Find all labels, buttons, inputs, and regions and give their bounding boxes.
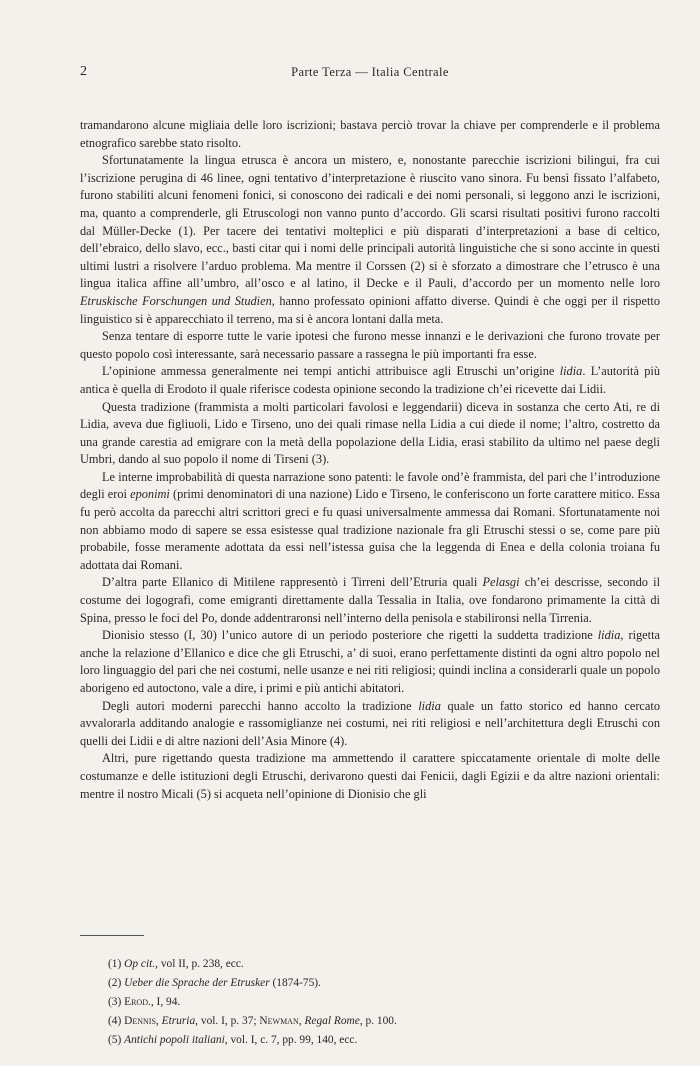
footnote [108,993,660,1012]
text-run: , vol. I, p. 37; [195,1015,260,1027]
paragraph [80,698,660,751]
text-run: , I, 94. [150,996,181,1008]
footnote [108,1012,660,1031]
footnote-rule [80,935,144,936]
text-run: , rigetta anche la relazione d’Ellanico e dice che gli Etruschi, a’ di suoi, erano perfettamente distinti da ogni altro popolo nel loro linguaggio del pari che nei costumi, nelle usanze e nei riti religiosi; quindi inclina a considerarli quale un popolo aborigeno ed autoctono, vale a dire, i primi e più antichi abitatori. [80,628,660,695]
italic-text: Pelasgi [482,575,520,590]
text-run: Le interne improbabilità di questa narrazione sono patenti: le favole ond’è frammista, del pari che l’introduzione degli eroi [80,469,660,502]
text-run: (1874-75). [269,977,321,989]
text-run: , vol. I, c. 7, pp. 99, 140, ecc. [224,1034,358,1046]
footnotes [108,955,660,1050]
italic-text: Etruskische Forschungen und Studien [80,293,272,308]
italic-text: Ueber die Sprache der Etrusker [124,977,270,989]
text-run: (3) [108,996,125,1008]
text-run: . L’autorità più antica è quella di Erodoto il quale riferisce codesta opinione secondo la tradizione ch’ei ricevette dai Lidii. [80,364,661,396]
text-run: Dionisio stesso (I, 30) l’unico autore di un periodo posteriore che rigetti la suddetta tradizione [102,628,598,643]
text-run: , [298,1015,305,1027]
running-title: Parte Terza — Italia Centrale [291,65,449,79]
paragraph [80,469,660,575]
text-run: ch’ei descrisse, secondo il costume dei logografi, come emigranti direttamente dalla Tessalia in Italia, ove fondarono primamente la città di Spina, presso le foci del Po, donde addentraronsi nell’interno della penisola e stabilironsi nella Tirrenia. [80,575,661,625]
footnote [108,974,660,993]
text-run: (1) [108,958,125,970]
italic-text: Etruria [161,1015,196,1027]
author-name: Erod. [124,996,151,1008]
text-run: , [155,1015,162,1027]
author-name: Dennis [124,1015,156,1027]
text-run: Questa tradizione (frammista a molti particolari favolosi e leggendarii) diceva in sostanza che certo Ati, re di Lidia, aveva due figliuoli, Lido e Tirseno, uno dei quali rimase nella Lidia a cui diede il nome; l’altro, costretto da una grande carestia ad emigrare con la metà della popolazione della Lidia, erasi stabilito da ultimo nel paese degli Umbri, dando al suo popolo il nome di Tirseni (3). [80,399,660,467]
paragraph [80,627,660,697]
text-run: Sfortunatamente la lingua etrusca è ancora un mistero, e, nonostante parecchie iscrizioni bilingui, fra cui l’iscrizione perugina di 46 linee, ogni tentativo d’interpretazione è riuscito vano sinora. Fu bensì fissato l’alfabeto, furono stabiliti alcuni fenomeni fonici, si conoscono dei radicali e dei nomi personali, si leggono anzi le iscrizioni, ma, quanto a comprenderle, gli Etruscologi non vanno punto d’accordo. Gli scarsi risultati positivi furono raccolti dal Müller-Decke (1). Per tacere dei tentativi molteplici e più disparati d’interpretazioni a base di celtico, dell’ebraico, dello slavo, ecc., basti citar qui i nomi delle principali autorità linguistiche che si sono accinte in questi ultimi lustri a risolvere l’arduo problema. Ma mentre il Corssen (2) si è sforzato a dimostrare che l’etrusco è una lingua italica affine all’umbro, all’osco e al latino, il Decke e il Pauli, d’accordo per un momento nelle loro [80,153,660,291]
text-run: Degli autori moderni parecchi hanno accolto la tradizione [102,698,419,713]
italic-text: eponimi [130,487,170,502]
paragraph [80,750,660,803]
body-text [80,117,660,803]
text-run: , p. 100. [359,1015,397,1027]
paragraph [80,117,660,152]
footnote [108,1031,660,1050]
italic-text: lidia [597,628,621,643]
italic-text: Op cit. [124,958,156,970]
text-run: D’altra parte Ellanico di Mitilene rappresentò i Tirreni dell’Etruria quali [102,575,483,590]
text-run: L’opinione ammessa generalmente nei tempi antichi attribuisce agli Etruschi un’origine [102,364,560,379]
italic-text: lidia [559,364,583,379]
text-run: (5) [108,1034,125,1046]
page-number: 2 [80,64,88,79]
text-run: , hanno professato opinioni affatto diverse. Quindi è che oggi per il rispetto linguistico si è apparecchiato il terreno, ma si è ancora lontani dalla meta. [80,293,660,326]
text-run: quale un fatto storico ed hanno cercato avvalorarla additando analogie e rassomiglianze nei costumi, nei riti religiosi e nell’architettura degli Etruschi con quelli dei Lidii e di altre nazioni dell’Asia Minore (4). [80,698,660,748]
paragraph [80,363,660,398]
author-name: Newman [259,1015,299,1027]
italic-text: Antichi popoli italiani [124,1034,225,1046]
text-run: Senza tentare di esporre tutte le varie ipotesi che furono messe innanzi e le derivazioni che furono trovate per questo popolo così interessante, sarà necessario passare a rassegna le più importanti fra esse. [80,329,660,361]
text-run: Altri, pure rigettando questa tradizione ma ammettendo il carattere spiccatamente orientale di molte delle costumanze e delle istituzioni degli Etruschi, derivarono questi dai Fenicii, dagli Egizii e da altre nazioni orientali: mentre il nostro Micali (5) si acqueta nell’opinione di Dionisio che gli [80,751,660,801]
footnote [108,955,660,974]
italic-text: lidia [418,698,441,713]
text-run: (4) [108,1015,125,1027]
paragraph [80,328,660,363]
text-run: (primi denominatori di una nazione) Lido e Tirseno, le conferiscono un forte carattere mitico. Essa fu però accolta da parecchi altri scrittori greci e fu quasi universalmente ammessa dai Romani. Sfortunatamente noi non abbiamo modo di sapere se essa esistesse qual tradizione nazionale fra gli Etruschi stessi o se, come pare più probabile, fosse meramente adottata da essi nell’istessa guisa che la leggenda di Enea e della colonia troiana fu adottata dai Romani. [80,487,660,572]
running-header [80,64,660,84]
text-run: (2) [108,977,125,989]
italic-text: Regal Rome [304,1015,360,1027]
paragraph [80,152,660,328]
text-run: tramandarono alcune migliaia delle loro iscrizioni; bastava perciò trovar la chiave per comprenderle e il problema etnografico sarebbe stato risolto. [80,118,660,150]
paragraph [80,399,660,469]
text-run: , vol II, p. 238, ecc. [155,958,244,970]
paragraph [80,574,660,627]
